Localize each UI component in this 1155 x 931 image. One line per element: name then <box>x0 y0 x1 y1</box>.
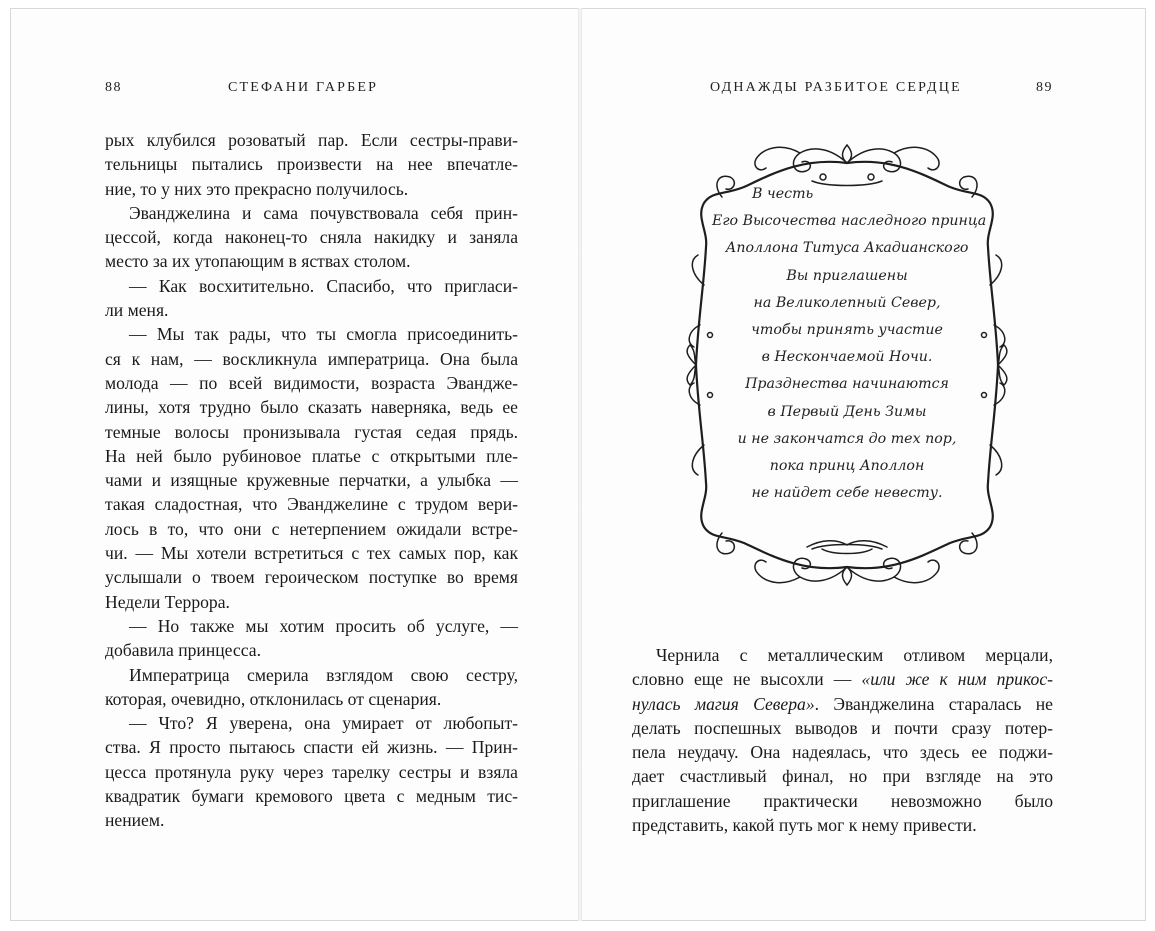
text-line: ли меня. <box>105 300 169 321</box>
text-line: темные волосы пронизывала густая седая прядь. <box>105 421 518 442</box>
text-line: место за их утопающим в яствах столом. <box>105 251 411 272</box>
text-line: тельницы пытались произвести на нее впечатле- <box>105 154 518 175</box>
text-line: Императрица смерила взглядом свою сестру, <box>129 664 518 685</box>
left-page <box>10 8 577 921</box>
invitation-line: на Великолепный Север, <box>753 294 941 311</box>
text-line: Недели Террора. <box>105 591 230 612</box>
right-page-number: 89 <box>1036 80 1053 95</box>
left-running-head: СТЕФАНИ ГАРБЕР <box>228 80 379 95</box>
text-line: Чернила с металлическим отливом мерцали, <box>656 645 1053 665</box>
invitation-line: не найдет себе невесту. <box>751 485 943 502</box>
text-line: лось в то, что они с нетерпением ожидали встре- <box>105 518 518 539</box>
invitation-line: Празднества начинаются <box>745 376 949 393</box>
text-line: — Как восхитительно. Спасибо, что пригласи- <box>129 275 518 296</box>
emphasis: нулась магия Севера» <box>632 693 815 714</box>
text-line: молода — по всей видимости, возраста Эвандже- <box>105 372 518 393</box>
text-line: словно еще не высохли — «или же к ним прикос- <box>632 669 1053 690</box>
text-line: квадратик бумаги кремового цвета с медным тис- <box>105 786 518 807</box>
text-line: добавила принцесса. <box>105 640 261 661</box>
text-line: делать поспешных выводов и почти сразу потер- <box>632 717 1053 738</box>
text-line: цесса протянула руку через тарелку сестры и взяла <box>105 761 518 782</box>
text-line: пела неудачу. Она надеялась, что здесь ее поджи- <box>632 742 1053 763</box>
text-line: такая сладостная, что Эванджелине с трудом вери- <box>105 494 518 515</box>
invitation-line: В честь <box>752 186 814 202</box>
text-line: ства. Я просто пытаюсь спасти ей жизнь. — Прин- <box>105 737 518 758</box>
text-line: нением. <box>105 810 165 831</box>
invitation-line: чтобы принять участие <box>751 322 943 339</box>
text-line: Эванджелина и сама почувствовала себя прин- <box>129 202 518 223</box>
text-line: рых клубился розоватый пар. Если сестры-прави- <box>105 130 518 150</box>
invitation-line: и не закончатся до тех пор, <box>737 430 957 447</box>
emphasis: «или же к ним прикос- <box>861 669 1053 690</box>
text-line: нулась магия Севера». Эванджелина старалась не <box>632 693 1053 714</box>
text-line: — Мы так рады, что ты смогла присоединить- <box>129 324 518 345</box>
invitation-line: Его Высочества наследного принца <box>712 213 987 230</box>
invitation-line: пока принц Аполлон <box>769 458 925 475</box>
text-line: ние, то у них это прекрасно получилось. <box>105 178 409 199</box>
left-body-text <box>105 128 518 833</box>
text-line: которая, очевидно, отклонилась от сценария. <box>105 688 442 709</box>
text-line: приглашение практически невозможно было <box>632 790 1053 811</box>
left-page-number: 88 <box>105 80 122 95</box>
right-page <box>582 8 1149 921</box>
text-line: цессой, когда наконец-то сняла накидку и заняла <box>105 227 518 248</box>
text-line: услышали о твоем героическом поступке во время <box>105 567 518 588</box>
text-line: чами и изящные кружевные перчатки, а улыбка — <box>105 470 518 491</box>
text-line: чи. — Мы хотели встретиться с тех самых пор, как <box>105 543 518 564</box>
text-line: На ней было рубиновое платье с открытыми пле- <box>105 445 518 466</box>
text-line: — Но также мы хотим просить об услуге, — <box>129 615 518 636</box>
text-line: ся к нам, — воскликнула императрица. Она была <box>105 348 518 369</box>
invitation-line: Вы приглашены <box>786 267 908 284</box>
text-line: — Что? Я уверена, она умирает от любопыт- <box>129 713 518 734</box>
text-line: лины, хотя трудно было сказать наверняка, ведь ее <box>105 397 518 418</box>
invitation-text <box>712 181 987 507</box>
invitation-line: в Первый День Зимы <box>767 403 927 420</box>
text-line: представить, какой путь мог к нему привести. <box>632 815 977 836</box>
right-body-text <box>632 643 1053 837</box>
invitation-line: в Нескончаемой Ночи. <box>761 349 933 366</box>
right-running-head: ОДНАЖДЫ РАЗБИТОЕ СЕРДЦЕ <box>710 80 962 95</box>
invitation-line: Аполлона Титуса Акадианского <box>725 240 969 257</box>
text-line: дает счастливый финал, но при взгляде на это <box>632 766 1053 787</box>
